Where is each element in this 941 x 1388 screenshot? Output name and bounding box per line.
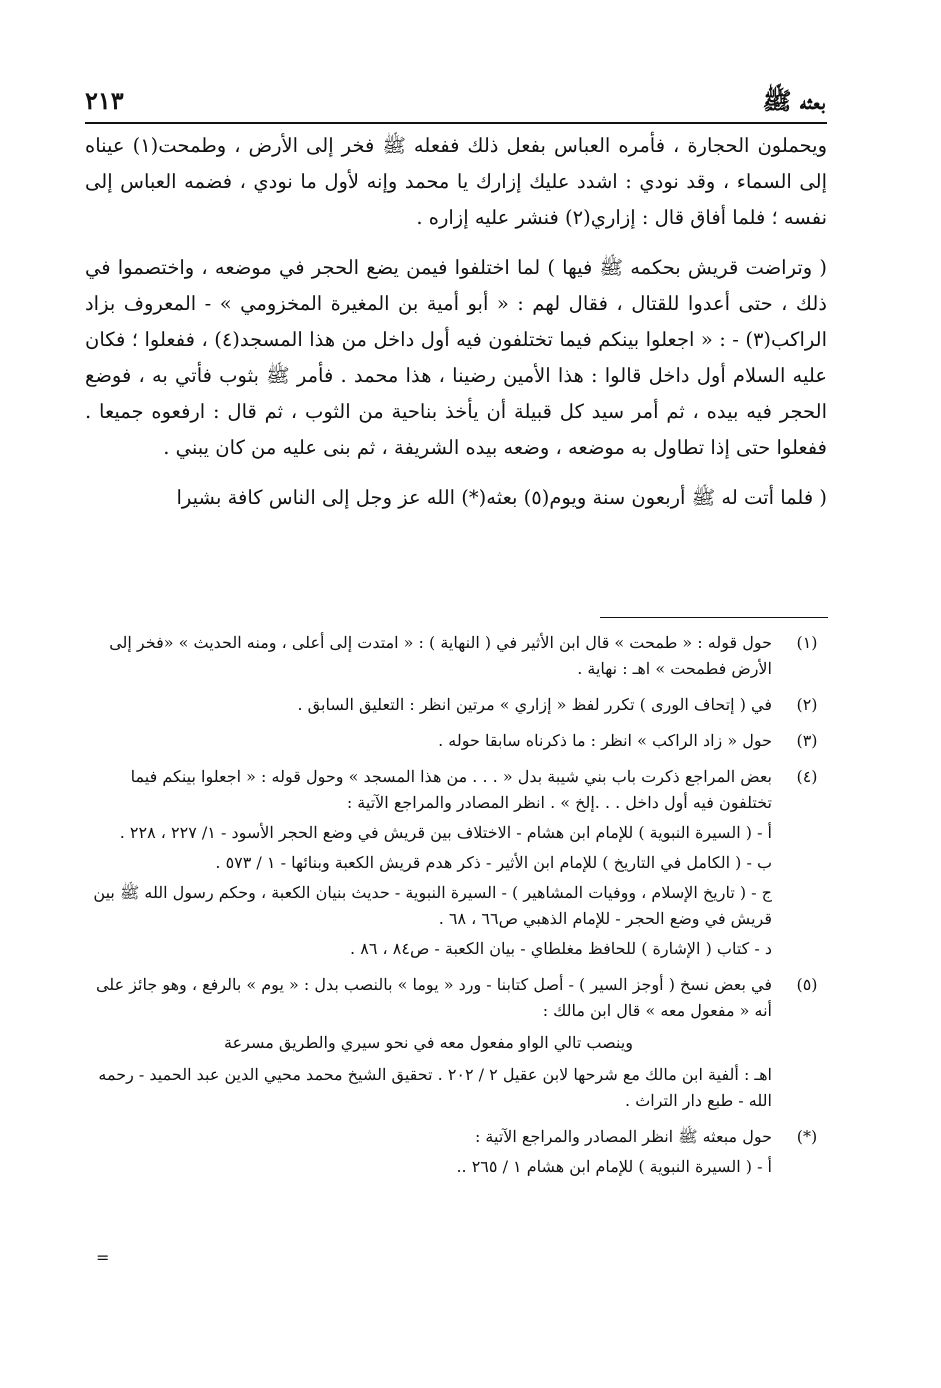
footnote [85, 764, 827, 962]
footnote-text: حول مبعثه ﷺ انظر المصادر والمراجع الآتية : [474, 1127, 772, 1146]
footnote [85, 1124, 827, 1180]
page-number: ٢١٣ [85, 86, 124, 115]
reference-item: ب - ( الكامل في التاريخ ) للإمام ابن الأثير - ذكر هدم قريش الكعبة وبنائها - ١ / ٥٧٣ . [215, 853, 772, 872]
paragraph: ( فلما أتت له ﷺ أربعون سنة ويوم(٥) بعثه(*) الله عز وجل إلى الناس كافة بشيرا [176, 486, 827, 509]
footnote-separator [600, 617, 828, 618]
paragraph: ( وتراضت قريش بحكمه ﷺ فيها ) لما اختلفوا فيمن يضع الحجر في موضعه ، واختصموا في ذلك ، حتى أعدوا للقتال ، فقال لهم : « أبو أمية بن المغيرة المخزومي » - المعروف بزاد الراكب(٣) - : « اجعلوا بينكم فيما تختلفون فيه أول داخل من هذا المسجد(٤) ، ففعلوا ؛ فكان عليه السلام أول داخل قالوا : هذا الأمين رضينا ، هذا محمد . فأمر ﷺ بثوب فأتي به ، فوضع الحجر فيه بيده ، ثم أمر سيد كل قبيلة أن يأخذ بناحية من الثوب ، ثم قال : ارفعوه جميعا . ففعلوا حتى إذا تطاول به موضعه ، وضعه بيده الشريفة ، ثم بنى عليه من كان يبني . [85, 256, 827, 459]
footnote-text: اهـ : ألفية ابن مالك مع شرحها لابن عقيل ٢ / ٢٠٢ . تحقيق الشيخ محمد محيي الدين عبد الحميد - رحمه الله - طبع دار التراث . [98, 1065, 772, 1110]
footnote-text: في ( إتحاف الورى ) تكرر لفظ « إزاري » مرتين انظر : التعليق السابق . [297, 695, 772, 714]
footnote-number: (١) [796, 633, 818, 652]
footnote-text: في بعض نسخ ( أوجز السير ) - أصل كتابنا - ورد « يوما » بالنصب بدل : « يوم » بالرفع ، وهو جائز على أنه « مفعول معه » قال ابن مالك : [95, 975, 772, 1020]
main-text [85, 128, 827, 516]
footnote [85, 972, 827, 1114]
footnote-number: (٢) [796, 695, 818, 714]
reference-item: أ - ( السيرة النبوية ) للإمام ابن هشام - الاختلاف بين قريش في وضع الحجر الأسود - ١/ ٢٢٧ ، ٢٢٨ . [119, 823, 772, 842]
footnote-text: حول « زاد الراكب » انظر : ما ذكرناه سابقا حوله . [438, 731, 772, 750]
continuation-mark: = [96, 1248, 110, 1267]
running-header [85, 82, 825, 122]
header-rule [85, 122, 827, 124]
footnote-number: (٤) [796, 767, 818, 786]
reference-item: أ - ( السيرة النبوية ) للإمام ابن هشام ١ / ٢٦٥ .. [456, 1157, 772, 1176]
footnote-number: (٥) [796, 975, 818, 994]
poetry-verse: وينصب تالي الواو مفعول معه في نحو سيري والطريق مسرعة [223, 1033, 633, 1052]
footnote-number: (*) [796, 1127, 818, 1146]
chapter-title: بعثه ﷺ [762, 86, 825, 115]
footnote [85, 630, 827, 682]
footnote [85, 692, 827, 718]
reference-item: ج - ( تاريخ الإسلام ، ووفيات المشاهير ) - السيرة النبوية - حديث بنيان الكعبة ، وحكم رسول الله ﷺ بين قريش في وضع الحجر - للإمام الذهبي ص٦٦ ، ٦٨ . [93, 883, 772, 928]
footnote-number: (٣) [796, 731, 818, 750]
footnote-text: حول قوله : « طمحت » قال ابن الأثير في ( النهاية ) : « امتدت إلى أعلى ، ومنه الحديث » «فخر إلى الأرض فطمحت » اهـ : نهاية . [109, 633, 772, 678]
footnote [85, 728, 827, 754]
footnote-text: بعض المراجع ذكرت باب بني شيبة بدل « . . . من هذا المسجد » وحول قوله : « اجعلوا بينكم فيما تختلفون فيه أول داخل . . .إلخ » . انظر المصادر والمراجع الآتية : [130, 767, 772, 812]
paragraph: ويحملون الحجارة ، فأمره العباس بفعل ذلك ففعله ﷺ فخر إلى الأرض ، وطمحت(١) عيناه إلى السماء ، وقد نودي : اشدد عليك إزارك يا محمد وإنه لأول ما نودي ، فضمه العباس إلى نفسه ؛ فلما أفاق قال : إزاري(٢) فنشر عليه إزاره . [85, 134, 827, 229]
footnotes [85, 630, 827, 1190]
reference-item: د - كتاب ( الإشارة ) للحافظ مغلطاي - بيان الكعبة - ص٨٤ ، ٨٦ . [350, 939, 772, 958]
